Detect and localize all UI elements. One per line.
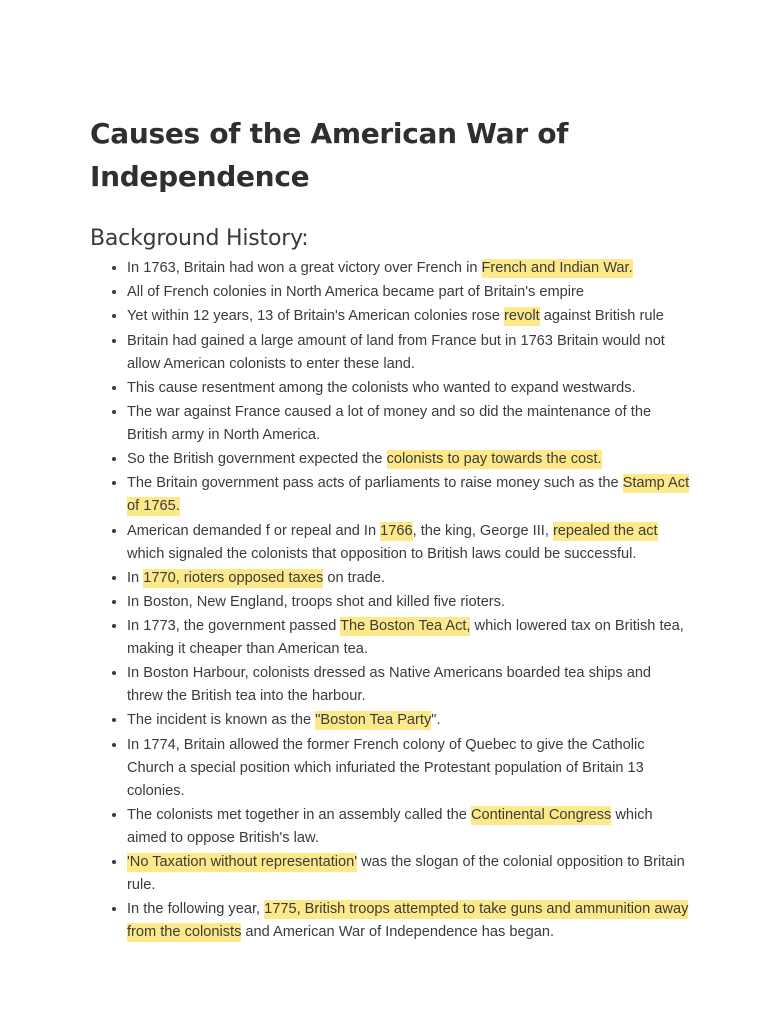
list-item-text: The Britain government pass acts of parliaments to raise money such as the	[127, 475, 623, 492]
list-item	[127, 661, 690, 708]
list-item-text: In Boston, New England, troops shot and killed five rioters.	[127, 593, 506, 610]
highlighted-text: revolt	[504, 308, 540, 325]
list-item	[127, 614, 690, 661]
highlighted-text: French and Indian War.	[481, 260, 633, 276]
list-item	[127, 803, 690, 850]
list-item	[127, 897, 690, 944]
list-item-text: which signaled the colonists that opposition to British laws could be successful.	[127, 545, 637, 562]
list-item	[127, 519, 690, 566]
document-title: Causes of the American War of Independence	[90, 117, 569, 193]
list-item	[127, 447, 690, 471]
highlighted-text: 1766	[380, 522, 413, 539]
highlighted-text: The Boston Tea Act,	[340, 618, 471, 635]
list-item-text: which lowered tax on British tea, making it cheaper than American tea.	[127, 618, 684, 658]
list-item	[127, 280, 690, 304]
list-item	[127, 708, 690, 732]
list-item-text: In 1763, Britain had won a great victory over French in	[127, 260, 482, 276]
list-item	[127, 400, 690, 447]
list-item	[127, 304, 690, 328]
list-item-text: In the following year,	[127, 901, 265, 918]
list-item-text: which aimed to oppose British's law.	[127, 806, 653, 846]
list-item-text: This cause resentment among the colonists who wanted to expand westwards.	[127, 379, 636, 396]
highlighted-text: repealed the act	[552, 522, 658, 539]
highlighted-text: 1775, British troops attempted to take guns and ammunition away from the colonists	[127, 901, 689, 941]
highlighted-text: colonists to pay towards the cost.	[386, 451, 602, 468]
list-item-text: The war against France caused a lot of money and so did the maintenance of the British army in North America.	[127, 403, 652, 443]
highlighted-text: Stamp Act of 1765.	[127, 475, 690, 515]
section-heading: Background History:	[90, 226, 309, 251]
list-item-text: , the king, George III,	[412, 522, 553, 539]
list-item	[127, 850, 690, 897]
document-page	[90, 112, 690, 944]
list-item-text: ".	[431, 712, 441, 729]
list-item-text: on trade.	[323, 569, 386, 586]
list-item	[127, 256, 690, 280]
highlighted-text: 'No Taxation without representation'	[127, 854, 358, 870]
list-item-text: The incident is known as the	[127, 712, 316, 729]
list-item-text: Britain had gained a large amount of land from France but in 1763 Britain would not allow American colonists to enter these land.	[127, 332, 665, 372]
list-item	[127, 376, 690, 400]
list-item-text: In 1774, Britain allowed the former French colony of Quebec to give the Catholic Church a special position which infuriated the Protestant population of Britain 13 colonies.	[127, 736, 645, 799]
list-item-text: In Boston Harbour, colonists dressed as Native Americans boarded tea ships and threw the British tea into the harbour.	[127, 665, 652, 705]
highlighted-text: "Boston Tea Party	[315, 712, 432, 729]
list-item-text: American demanded f or repeal and In	[127, 522, 381, 539]
list-item	[127, 733, 690, 803]
list-item-text: So the British government expected the	[127, 451, 387, 468]
list-item-text: In	[127, 569, 144, 586]
bullet-list	[90, 256, 690, 944]
list-item-text: was the slogan of the colonial opposition to Britain rule.	[127, 854, 685, 893]
list-item	[127, 590, 690, 614]
list-item-text: against British rule	[539, 308, 664, 325]
list-item-text: In 1773, the government passed	[127, 618, 341, 635]
highlighted-text: 1770, rioters opposed taxes	[143, 569, 324, 586]
highlighted-text: Continental Congress	[470, 806, 612, 823]
list-item	[127, 329, 690, 376]
list-item-text: and American War of Independence has began.	[241, 924, 554, 941]
list-item-text: All of French colonies in North America became part of Britain's empire	[127, 284, 585, 301]
list-item-text: The colonists met together in an assembly called the	[127, 806, 471, 823]
list-item	[127, 566, 690, 590]
list-item	[127, 471, 690, 518]
list-item-text: Yet within 12 years, 13 of Britain's American colonies rose	[127, 308, 505, 325]
